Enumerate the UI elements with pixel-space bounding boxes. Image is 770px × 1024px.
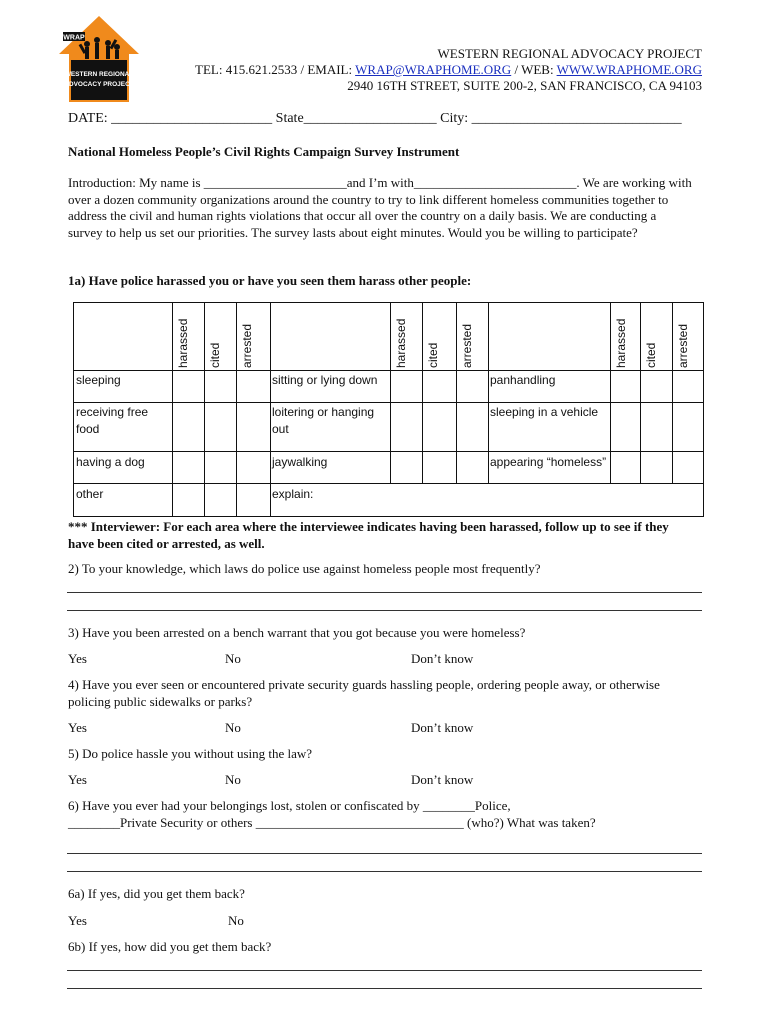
q4-yes[interactable]: Yes (68, 720, 87, 735)
col-harassed-2: harassed (394, 318, 408, 368)
row-label-free-food: receiving free food (76, 405, 149, 436)
logo-line-2: ADVOCACY PROJECT (64, 81, 134, 88)
answer-line[interactable] (67, 988, 702, 989)
row-label-other: other (76, 487, 104, 501)
answer-line[interactable] (67, 970, 702, 971)
row-label-appearing-homeless: appearing “homeless” (490, 455, 607, 469)
q5-no[interactable]: No (225, 772, 241, 787)
harassment-table (73, 302, 704, 517)
q5-dont-know[interactable]: Don’t know (411, 772, 474, 787)
row-label-jaywalking: jaywalking (272, 455, 328, 469)
logo-wrap-text: WRAP (63, 34, 85, 42)
org-contact (195, 62, 702, 78)
col-arrested-1: arrested (240, 323, 254, 368)
col-arrested-3: arrested (676, 323, 690, 368)
q3-yes[interactable]: Yes (68, 651, 87, 666)
q4-no[interactable]: No (225, 720, 241, 735)
question-2: 2) To your knowledge, which laws do police use against homeless people most frequently? (68, 561, 541, 576)
wrap-logo (57, 14, 141, 104)
q4-dont-know[interactable]: Don’t know (411, 720, 474, 735)
row-label-vehicle: sleeping in a vehicle (490, 405, 599, 419)
question-5: 5) Do police hassle you without using the law? (68, 746, 313, 761)
question-3: 3) Have you been arrested on a bench warrant that you got because you were homeless? (68, 625, 526, 640)
answer-line[interactable] (67, 853, 702, 854)
question-6-line-1: 6) Have you ever had your belongings lost, stolen or confiscated by ________Police, (68, 798, 511, 813)
col-cited-3: cited (644, 342, 658, 368)
survey-title: National Homeless People’s Civil Rights Campaign Survey Instrument (68, 144, 460, 159)
email-link[interactable]: WRAP@WRAPHOME.ORG (355, 62, 512, 77)
q5-yes[interactable]: Yes (68, 772, 87, 787)
question-6-line-2: ________Private Security or others ________________________________ (who?) What was taken? (68, 815, 596, 830)
row-label-dog: having a dog (76, 455, 145, 469)
question-1a: 1a) Have police harassed you or have you seen them harass other people: (68, 273, 472, 288)
q6a-yes[interactable]: Yes (68, 913, 87, 928)
web-link[interactable]: WWW.WRAPHOME.ORG (556, 62, 702, 77)
col-arrested-2: arrested (460, 323, 474, 368)
row-label-loitering: loitering or hanging out (272, 405, 375, 436)
col-cited-2: cited (426, 342, 440, 368)
answer-line[interactable] (67, 871, 702, 872)
row-label-panhandling: panhandling (490, 373, 556, 387)
row-label-explain: explain: (272, 487, 314, 501)
row-label-sitting: sitting or lying down (272, 373, 378, 387)
question-6a: 6a) If yes, did you get them back? (68, 886, 245, 901)
col-harassed-3: harassed (614, 318, 628, 368)
introduction: Introduction: My name is ______________________and I’m with_________________________. We are working with over a dozen community organizations around the country to try to link different homeless communities together to address the civil and human rights violations that occur all over the country on a daily basis. We are conducting a survey to help us set our priorities. The survey lasts about eight minutes. Would you be willing to participate? (68, 175, 692, 240)
q6a-no[interactable]: No (228, 913, 244, 928)
answer-line[interactable] (67, 592, 702, 593)
answer-line[interactable] (67, 610, 702, 611)
q3-dont-know[interactable]: Don’t know (411, 651, 474, 666)
question-6b: 6b) If yes, how did you get them back? (68, 939, 272, 954)
logo-line-1: WESTERN REGIONAL (64, 71, 134, 78)
tel-email-label: TEL: 415.621.2533 / EMAIL: (195, 62, 356, 77)
q3-no[interactable]: No (225, 651, 241, 666)
row-label-sleeping: sleeping (76, 373, 121, 387)
interviewer-note: *** Interviewer: For each area where the interviewee indicates having been harassed, follow up to see if they have been cited or arrested, as well. (68, 519, 669, 551)
date-state-city-line: DATE: _______________________ State___________________ City: ______________________________ (68, 111, 682, 126)
org-address: 2940 16TH STREET, SUITE 200-2, SAN FRANCISCO, CA 94103 (347, 78, 702, 93)
question-4: 4) Have you ever seen or encountered private security guards hassling people, ordering people away, or otherwise policing public sidewalks or parks? (68, 677, 660, 709)
col-harassed-1: harassed (176, 318, 190, 368)
org-name: WESTERN REGIONAL ADVOCACY PROJECT (437, 46, 702, 61)
web-label: / WEB: (511, 62, 557, 77)
col-cited-1: cited (208, 342, 222, 368)
